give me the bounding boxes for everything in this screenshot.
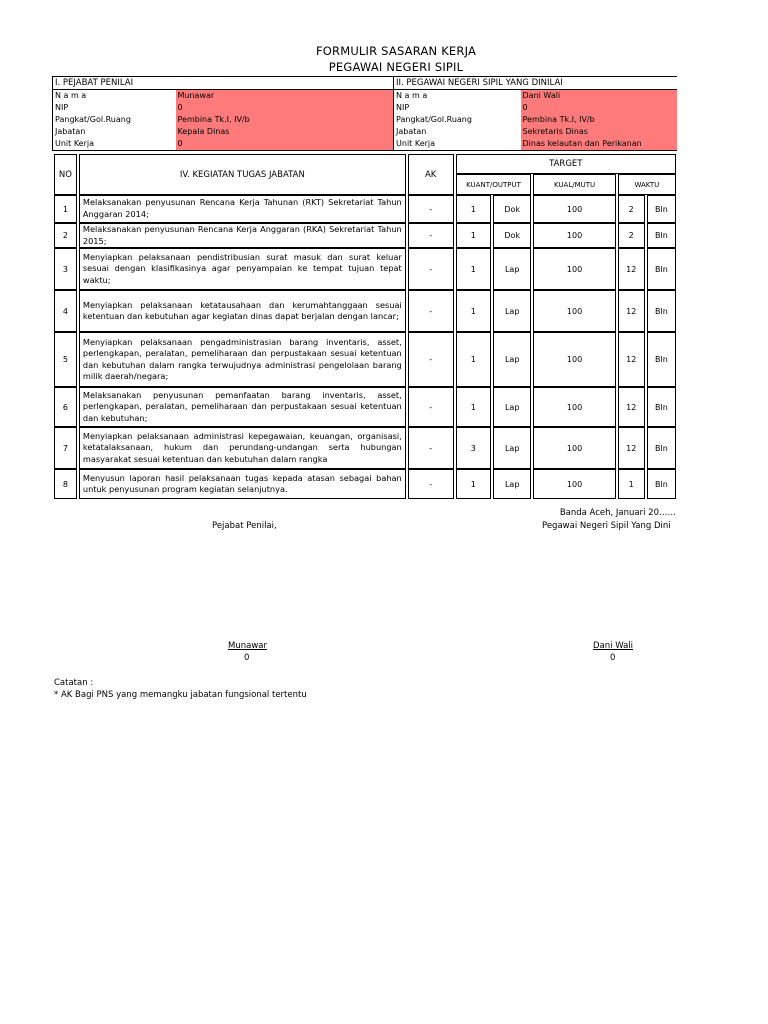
row-unit: Dok <box>493 223 532 248</box>
row-quantity: 1 <box>456 469 491 499</box>
dinilai-signature-label: Pegawai Negeri Sipil Yang Dini <box>542 521 671 531</box>
row-time: 2 <box>618 195 645 223</box>
field-label-jabatan: Jabatan <box>53 126 176 138</box>
row-time-unit: Bln <box>647 427 676 469</box>
row-unit: Lap <box>493 469 532 499</box>
header-target: TARGET <box>456 154 676 174</box>
row-description: Melaksanakan penyusunan Rencana Kerja Anggaran (RKA) Sekretariat Tahun 2015; <box>79 223 406 248</box>
place-date: Banda Aceh, Januari 20…… <box>559 508 676 518</box>
header-no: NO <box>54 154 77 195</box>
field-label-nip: NIP <box>53 102 176 114</box>
row-time-unit: Bln <box>647 387 676 427</box>
dinilai-jabatan: Sekretaris Dinas <box>521 126 677 138</box>
row-description: Menyiapkan pelaksanaan pengadministrasian barang inventaris, asset, perlengkapan, peralatan, pemeliharaan dan perpustakaan sesuai ketentuan dan kebutuhan dalam rangka terwujudnya administrasi pengelolaan barang milik daerah/negara; <box>79 332 406 387</box>
row-quality: 100 <box>533 290 615 332</box>
dinilai-nip: 0 <box>521 102 677 114</box>
row-quantity: 1 <box>456 332 491 387</box>
field-label-unit-kerja: Unit Kerja <box>394 138 521 151</box>
penilai-signature-nip: 0 <box>244 653 250 663</box>
row-quantity: 3 <box>456 427 491 469</box>
row-unit: Dok <box>493 195 532 223</box>
penilai-nip: 0 <box>176 102 394 114</box>
row-no: 3 <box>54 248 77 290</box>
section-dinilai-title: II. PEGAWAI NEGERI SIPIL YANG DINILAI <box>394 77 677 90</box>
row-time: 12 <box>618 387 645 427</box>
row-quantity: 1 <box>456 223 491 248</box>
row-ak: - <box>408 290 454 332</box>
penilai-signature-label: Pejabat Penilai, <box>212 521 277 531</box>
field-label-pangkat: Pangkat/Gol.Ruang <box>394 114 521 126</box>
table-row <box>54 195 676 223</box>
field-label-nama: N a m a <box>53 90 176 103</box>
row-ak: - <box>408 248 454 290</box>
row-ak: - <box>408 332 454 387</box>
row-quality: 100 <box>533 195 615 223</box>
dinilai-nama: Dani Wali <box>521 90 677 103</box>
row-ak: - <box>408 427 454 469</box>
table-row <box>54 387 676 427</box>
identity-table <box>52 76 677 151</box>
row-time-unit: Bln <box>647 290 676 332</box>
row-description: Melaksanakan penyusunan pemanfaatan barang inventaris, asset, perlengkapan, peralatan, pemeliharaan dan perpustakaan sesuai ketentuan dan kebutuhan; <box>79 387 406 427</box>
table-row <box>54 332 676 387</box>
row-quality: 100 <box>533 427 615 469</box>
dinilai-unit-kerja: Dinas kelautan dan Perikanan <box>521 138 677 151</box>
penilai-signature-name: Munawar <box>228 641 267 651</box>
row-time-unit: Bln <box>647 469 676 499</box>
header-ak: AK <box>408 154 454 195</box>
row-time: 2 <box>618 223 645 248</box>
row-unit: Lap <box>493 332 532 387</box>
dinilai-signature-nip: 0 <box>610 653 616 663</box>
table-row <box>54 469 676 499</box>
field-label-pangkat: Pangkat/Gol.Ruang <box>53 114 176 126</box>
row-time: 12 <box>618 427 645 469</box>
dinilai-pangkat: Pembina Tk.I, IV/b <box>521 114 677 126</box>
row-ak: - <box>408 469 454 499</box>
row-quantity: 1 <box>456 387 491 427</box>
row-quality: 100 <box>533 469 615 499</box>
row-ak: - <box>408 195 454 223</box>
table-row <box>54 223 676 248</box>
row-unit: Lap <box>493 387 532 427</box>
row-time: 12 <box>618 248 645 290</box>
section-penilai-title: I. PEJABAT PENILAI <box>53 77 394 90</box>
row-quality: 100 <box>533 248 615 290</box>
row-description: Menyiapkan pelaksanaan pendistribusian surat masuk dan surat keluar sesuai dengan klasifikasinya agar penyampaian ke tempat tujuan tepat waktu; <box>79 248 406 290</box>
penilai-unit-kerja: 0 <box>176 138 394 151</box>
row-time: 12 <box>618 332 645 387</box>
row-time-unit: Bln <box>647 332 676 387</box>
row-quality: 100 <box>533 332 615 387</box>
row-quantity: 1 <box>456 248 491 290</box>
row-no: 8 <box>54 469 77 499</box>
header-kuant-output: KUANT/OUTPUT <box>456 174 532 195</box>
header-waktu: WAKTU <box>618 174 676 195</box>
row-description: Menyiapkan pelaksanaan ketatausahaan dan kerumahtanggaan sesuai ketentuan dan kebutuhan agar kegiatan dinas dapat berjalan dengan lancar; <box>79 290 406 332</box>
row-no: 6 <box>54 387 77 427</box>
row-description: Melaksanakan penyusunan Rencana Kerja Tahunan (RKT) Sekretariat Tahun Anggaran 2014; <box>79 195 406 223</box>
row-time-unit: Bln <box>647 248 676 290</box>
row-unit: Lap <box>493 248 532 290</box>
row-no: 5 <box>54 332 77 387</box>
form-subtitle: PEGAWAI NEGERI SIPIL <box>328 60 464 74</box>
row-no: 7 <box>54 427 77 469</box>
table-row <box>54 290 676 332</box>
penilai-nama: Munawar <box>176 90 394 103</box>
row-ak: - <box>408 223 454 248</box>
row-time-unit: Bln <box>647 195 676 223</box>
row-description: Menyiapkan pelaksanaan administrasi kepegawaian, keuangan, organisasi, ketatalaksanaan, hukum dan perundang-undangan serta hubungan masyarakat sesuai ketentuan dan kebutuhan dalam rangka <box>79 427 406 469</box>
row-time: 1 <box>618 469 645 499</box>
row-unit: Lap <box>493 290 532 332</box>
row-quantity: 1 <box>456 290 491 332</box>
row-time: 12 <box>618 290 645 332</box>
row-time-unit: Bln <box>647 223 676 248</box>
table-row <box>54 248 676 290</box>
dinilai-signature-name: Dani Wali <box>593 641 633 651</box>
row-unit: Lap <box>493 427 532 469</box>
field-label-nama: N a m a <box>394 90 521 103</box>
notes-title: Catatan : <box>54 678 94 688</box>
form-title: FORMULIR SASARAN KERJA <box>315 44 477 58</box>
field-label-unit-kerja: Unit Kerja <box>53 138 176 151</box>
table-row <box>54 427 676 469</box>
field-label-jabatan: Jabatan <box>394 126 521 138</box>
row-quality: 100 <box>533 387 615 427</box>
row-no: 1 <box>54 195 77 223</box>
tasks-table <box>52 154 678 499</box>
row-no: 2 <box>54 223 77 248</box>
row-quantity: 1 <box>456 195 491 223</box>
row-no: 4 <box>54 290 77 332</box>
notes-line: * AK Bagi PNS yang memangku jabatan fungsional tertentu <box>54 690 307 700</box>
notes <box>54 677 307 701</box>
field-label-nip: NIP <box>394 102 521 114</box>
row-description: Menyusun laporan hasil pelaksanaan tugas kepada atasan sebagai bahan untuk penyusunan program kegiatan selanjutnya. <box>79 469 406 499</box>
header-kegiatan: IV. KEGIATAN TUGAS JABATAN <box>79 154 406 195</box>
penilai-jabatan: Kepala Dinas <box>176 126 394 138</box>
row-ak: - <box>408 387 454 427</box>
header-kual-mutu: KUAL/MUTU <box>533 174 615 195</box>
penilai-pangkat: Pembina Tk.I, IV/b <box>176 114 394 126</box>
row-quality: 100 <box>533 223 615 248</box>
